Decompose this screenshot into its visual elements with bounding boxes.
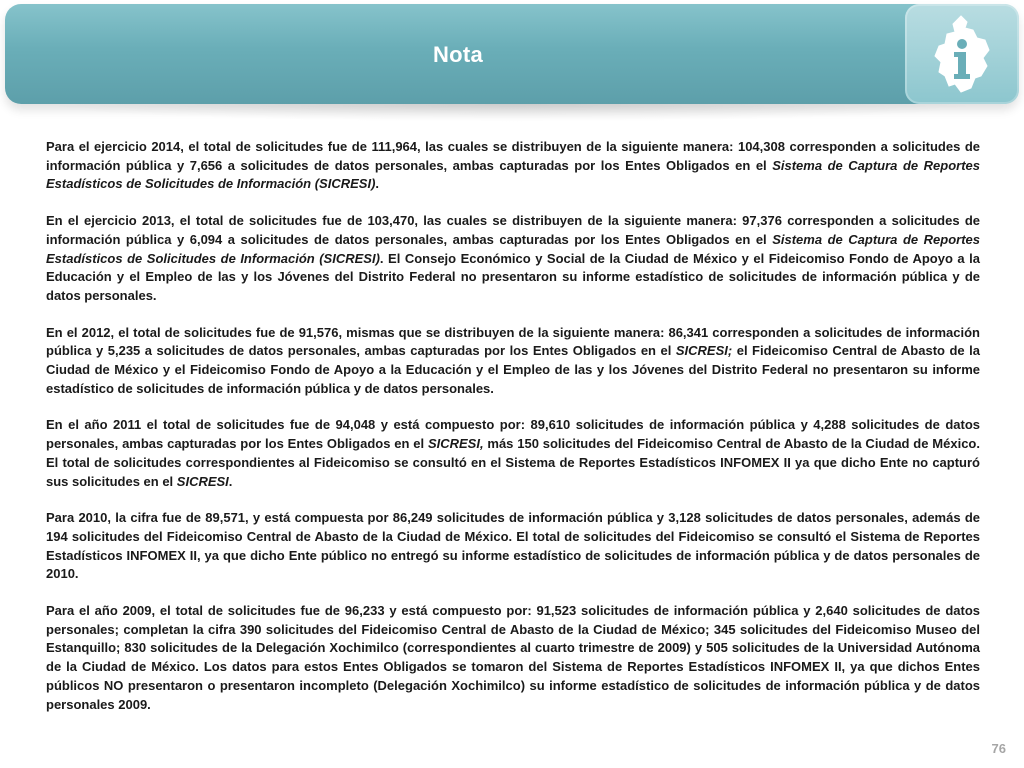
page-title: Nota xyxy=(432,42,484,67)
text-run: En el año 2011 el total de solicitudes fue de 94,048 y está compuesto por: 89,610 solicitudes de información pública y 4,288 solicitudes de datos personales, ambas capturadas por los Entes Obligados en el xyxy=(46,417,980,452)
text-run: En el ejercicio 2013, el total de solicitudes fue de 103,470, las cuales se distribuyen de la siguiente manera: 97,376 corresponden a solicitudes de información pública y 6,094 a solicitudes de datos personales, ambas capturadas por los Entes Obligados en el xyxy=(46,213,980,247)
italic-text: SICRESI; xyxy=(675,343,733,359)
text-run: En el 2012, el total de solicitudes fue de 91,576, mismas que se distribuyen de la siguiente manera: 86,341 corresponden a solicitudes de información pública y 5,235 a solicitudes de datos personales, ambas capturadas por los Entes Obligados en el xyxy=(46,324,980,359)
text-run: Para 2010, la cifra fue de 89,571, y está compuesta por 86,249 solicitudes de información pública y 3,128 solicitudes de datos personales, además de 194 solicitudes del Fideicomiso Central de Abasto de la Ciudad de México. El total de solicitudes del Fideicomiso se consultó el Sistema de Reportes Estadísticos INFOMEX II, ya que dicho Ente público no entregó su informe estadístico de solicitudes de información pública y de datos personales de 2010. xyxy=(46,510,980,582)
mexico-city-map-logo-icon xyxy=(931,14,993,94)
paragraph-2 xyxy=(46,212,980,306)
document-body xyxy=(46,138,980,732)
banner-shadow xyxy=(40,104,984,122)
text-run: . xyxy=(375,176,380,192)
page-number: 76 xyxy=(991,741,1006,756)
italic-text: Sistema de Captura de Reportes Estadísticos de Solicitudes de Información (SICRESI) xyxy=(46,231,981,266)
italic-text: SICRESI xyxy=(176,473,229,489)
paragraph-1 xyxy=(46,138,980,194)
text-run: más 150 solicitudes del Fideicomiso Central de Abasto de la Ciudad de México. El total de solicitudes correspondientes al Fideicomiso se consultó en el Sistema de Reportes Estadísticos INFOMEX II ya que dicho Ente no capturó sus solicitudes en el xyxy=(46,436,980,489)
text-run: Para el año 2009, el total de solicitudes fue de 96,233 y está compuesto por: 91,523 solicitudes de información pública y 2,640 solicitudes de datos personales; completan la cifra 390 solicitudes del Fideicomiso Central de Abasto de la Ciudad de México; 345 solicitudes del Fideicomiso Museo del Estanquillo; 830 solicitudes de la Delegación Xochimilco (correspondientes al cuarto trimestre de 2009) y 505 solicitudes de la Universidad Autónoma de la Ciudad de México. Los datos para estos Entes Obligados se tomaron del Sistema de Reportes Estadísticos INFOMEX II, ya que dichos Entes públicos NO presentaron o presentaron incompleto (Delegación Xochimilco) su informe estadístico de solicitudes de información pública y de datos personales 2009. xyxy=(46,603,980,712)
paragraph-3 xyxy=(46,324,980,399)
text-run: Para el ejercicio 2014, el total de solicitudes fue de 111,964, las cuales se distribuyen de la siguiente manera: 104,308 corresponden a solicitudes de información pública y 7,656 a solicitudes de datos personales, ambas capturadas por los Entes Obligados en el xyxy=(46,139,980,173)
italic-text: SICRESI, xyxy=(427,436,484,452)
text-run: el Fideicomiso Central de Abasto de la Ciudad de México y el Fideicomiso Fondo de Apoyo a la Educación y el Empleo de las y los Jóvenes del Distrito Federal no presentaron su informe estadístico de solicitudes de información pública y de datos personales. xyxy=(46,343,980,396)
paragraph-4 xyxy=(46,416,980,491)
text-run: . El Consejo Económico y Social de la Ciudad de México y el Fideicomiso Fondo de Apoyo a la Educación y el Empleo de las y los Jóvenes del Distrito Federal no presentaron su informe estadístico de solicitudes de información pública y de datos personales. xyxy=(46,250,980,303)
paragraph-5 xyxy=(46,509,980,584)
italic-text: Sistema de Captura de Reportes Estadísticos de Solicitudes de Información (SICRESI) xyxy=(46,157,981,192)
logo-container xyxy=(905,4,1019,104)
paragraph-6 xyxy=(46,602,980,714)
text-run: . xyxy=(228,473,233,489)
